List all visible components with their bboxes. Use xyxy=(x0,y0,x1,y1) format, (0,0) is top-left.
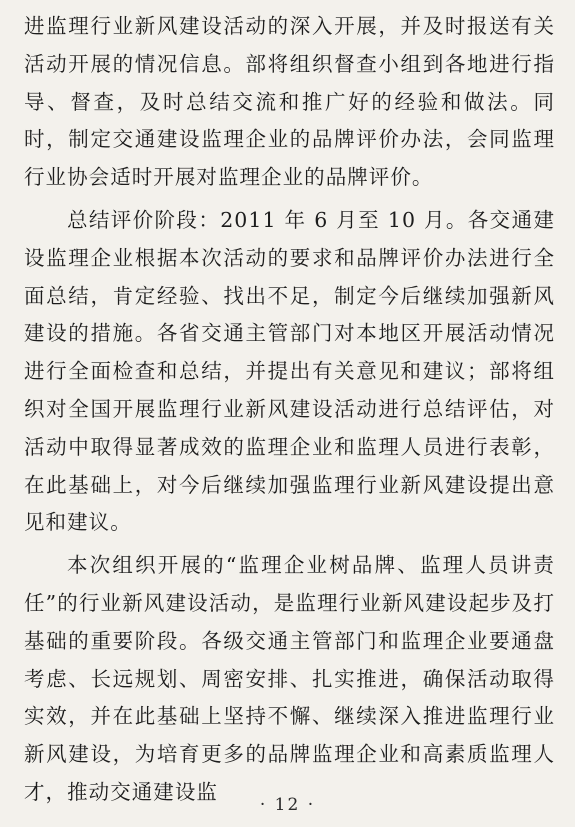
page-number: · 12 · xyxy=(259,795,316,815)
paragraph-summary-evaluation: 总结评价阶段：2011 年 6 月至 10 月。各交通建设监理企业根据本次活动的要求和品牌评价办法进行全面总结，肯定经验、找出不足，制定今后继续加强新风建设的措施。各省交通主管部门对本地区开展活动情况进行全面检查和总结，并提出有关意见和建议；部将组织对全国开展监理行业新风建设活动进行总结评估，对活动中取得显著成效的监理企业和监理人员进行表彰，在此基础上，对今后继续加强监理行业新风建设提出意见和建议。 xyxy=(24,207,555,535)
paragraph-continuation: 进监理行业新风建设活动的深入开展，并及时报送有关活动开展的情况信息。部将组织督查小组到各地进行指导、督查，及时总结交流和推广好的经验和做法。同时，制定交通建设监理企业的品牌评价办法，会同监理行业协会适时开展对监理企业的品牌评价。 xyxy=(24,14,555,190)
paragraph-activity-significance: 本次组织开展的“监理企业树品牌、监理人员讲责任”的行业新风建设活动，是监理行业新风建设起步及打基础的重要阶段。各级交通主管部门和监理企业要通盘考虑、长远规划、周密安排、扎实推进，确保活动取得实效，并在此基础上坚持不懈、继续深入推进监理行业新风建设，为培育更多的品牌监理企业和高素质监理人才，推动交通建设监 xyxy=(24,553,555,804)
